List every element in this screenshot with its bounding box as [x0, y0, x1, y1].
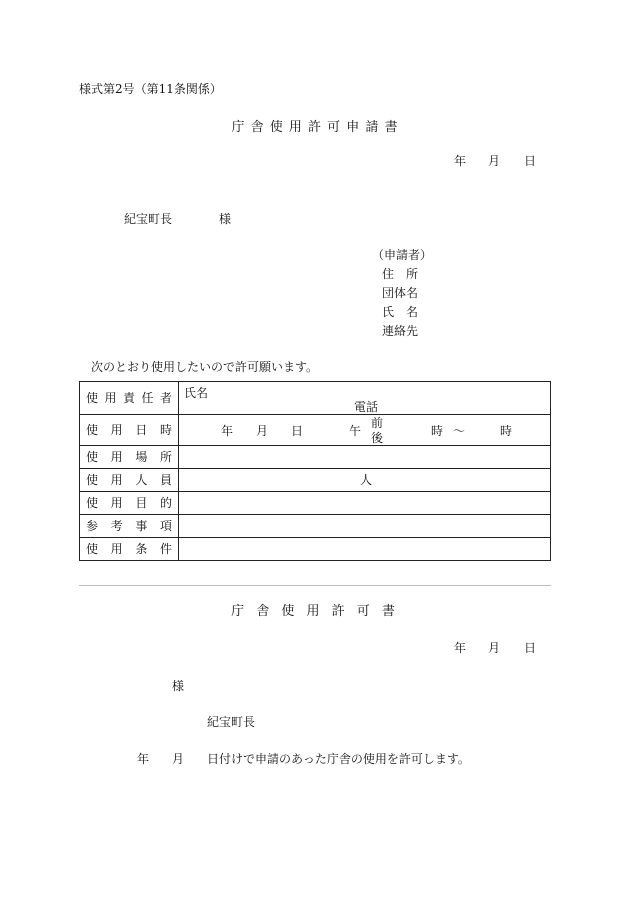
datetime-day: 日	[291, 424, 304, 438]
row-label-char: 員	[159, 473, 172, 487]
row-reference-value	[179, 515, 551, 538]
row-label-char: 責	[122, 391, 135, 405]
permit-body-text: 日付けで申請のあった庁舎の使用を許可します。	[207, 752, 470, 766]
datetime-month: 月	[256, 424, 269, 438]
application-title: 庁 舎 使 用 許 可 申 請 書	[231, 120, 399, 135]
application-addressee: 紀宝町長	[124, 212, 173, 226]
datetime-am: 前	[371, 416, 384, 430]
application-table	[79, 381, 551, 561]
datetime-year: 年	[221, 424, 234, 438]
applicant-address-label: 住 所	[382, 267, 419, 281]
row-label-char: 使	[86, 391, 99, 405]
applicant-name-label: 氏 名	[382, 305, 419, 319]
responsible-name-label: 氏名	[184, 386, 209, 400]
permit-title: 庁 舎 使 用 許 可 書	[231, 604, 399, 619]
row-place-value	[179, 446, 551, 469]
row-conditions	[80, 538, 551, 561]
row-label-char: 使	[86, 496, 99, 510]
application-addressee-suffix: 様	[219, 212, 232, 226]
row-people	[80, 469, 551, 492]
applicant-contact-label: 連絡先	[382, 324, 419, 338]
row-label-char: 用	[110, 542, 123, 556]
application-date-year: 年	[454, 154, 467, 168]
row-label-char: 者	[159, 391, 172, 405]
row-datetime	[80, 415, 551, 446]
row-place-label	[80, 446, 179, 469]
datetime-pm: 後	[371, 431, 384, 445]
application-intro: 次のとおり使用したいので許可願います。	[91, 360, 319, 374]
row-people-value	[179, 469, 551, 492]
row-datetime-value	[179, 415, 551, 446]
people-unit: 人	[360, 473, 373, 487]
application-date-day: 日	[524, 154, 537, 168]
row-conditions-label	[80, 538, 179, 561]
permit-addressee-suffix: 様	[172, 679, 185, 693]
datetime-hour-start: 時	[431, 424, 444, 438]
row-label-char: 的	[159, 496, 172, 510]
datetime-tilde: ～	[453, 424, 466, 438]
row-responsible-label	[80, 382, 179, 415]
responsible-phone-label: 電話	[354, 400, 379, 414]
row-label-char: 任	[141, 391, 154, 405]
row-reference-label	[80, 515, 179, 538]
row-label-char: 用	[104, 391, 117, 405]
row-label-char: 使	[86, 542, 99, 556]
row-conditions-value	[179, 538, 551, 561]
row-responsible-value	[179, 382, 551, 415]
permit-body-month: 月	[172, 752, 185, 766]
row-label-char: 目	[135, 496, 148, 510]
row-responsible	[80, 382, 551, 415]
permit-date-year: 年	[454, 641, 467, 655]
row-label-char: 考	[110, 519, 123, 533]
row-label-char: 用	[110, 473, 123, 487]
row-label-char: 用	[110, 423, 123, 437]
applicant-heading: （申請者）	[372, 248, 433, 262]
row-label-char: 項	[159, 519, 172, 533]
row-label-char: 使	[86, 423, 99, 437]
datetime-ampm-prefix: 午	[349, 424, 362, 438]
row-people-label	[80, 469, 179, 492]
permit-date-month: 月	[488, 641, 501, 655]
row-label-char: 使	[86, 473, 99, 487]
permit-date-day: 日	[524, 641, 537, 655]
row-datetime-label	[80, 415, 179, 446]
row-label-char: 用	[110, 496, 123, 510]
form-id: 様式第2号（第11条関係）	[79, 82, 222, 96]
row-label-char: 条	[135, 542, 148, 556]
row-reference	[80, 515, 551, 538]
row-label-char: 件	[159, 542, 172, 556]
row-label-char: 事	[135, 519, 148, 533]
row-label-char: 所	[159, 450, 172, 464]
row-label-char: 人	[135, 473, 148, 487]
row-purpose-value	[179, 492, 551, 515]
row-label-char: 日	[135, 423, 148, 437]
row-label-char: 参	[86, 519, 99, 533]
row-purpose	[80, 492, 551, 515]
row-label-char: 場	[135, 450, 148, 464]
application-date-month: 月	[488, 154, 501, 168]
row-place	[80, 446, 551, 469]
row-label-char: 使	[86, 450, 99, 464]
section-divider	[79, 585, 551, 586]
datetime-hour-end: 時	[500, 424, 513, 438]
permit-issuer: 紀宝町長	[207, 715, 256, 729]
applicant-org-label: 団体名	[382, 286, 419, 300]
row-label-char: 時	[159, 423, 172, 437]
permit-body-year: 年	[137, 752, 150, 766]
row-label-char: 用	[110, 450, 123, 464]
row-purpose-label	[80, 492, 179, 515]
